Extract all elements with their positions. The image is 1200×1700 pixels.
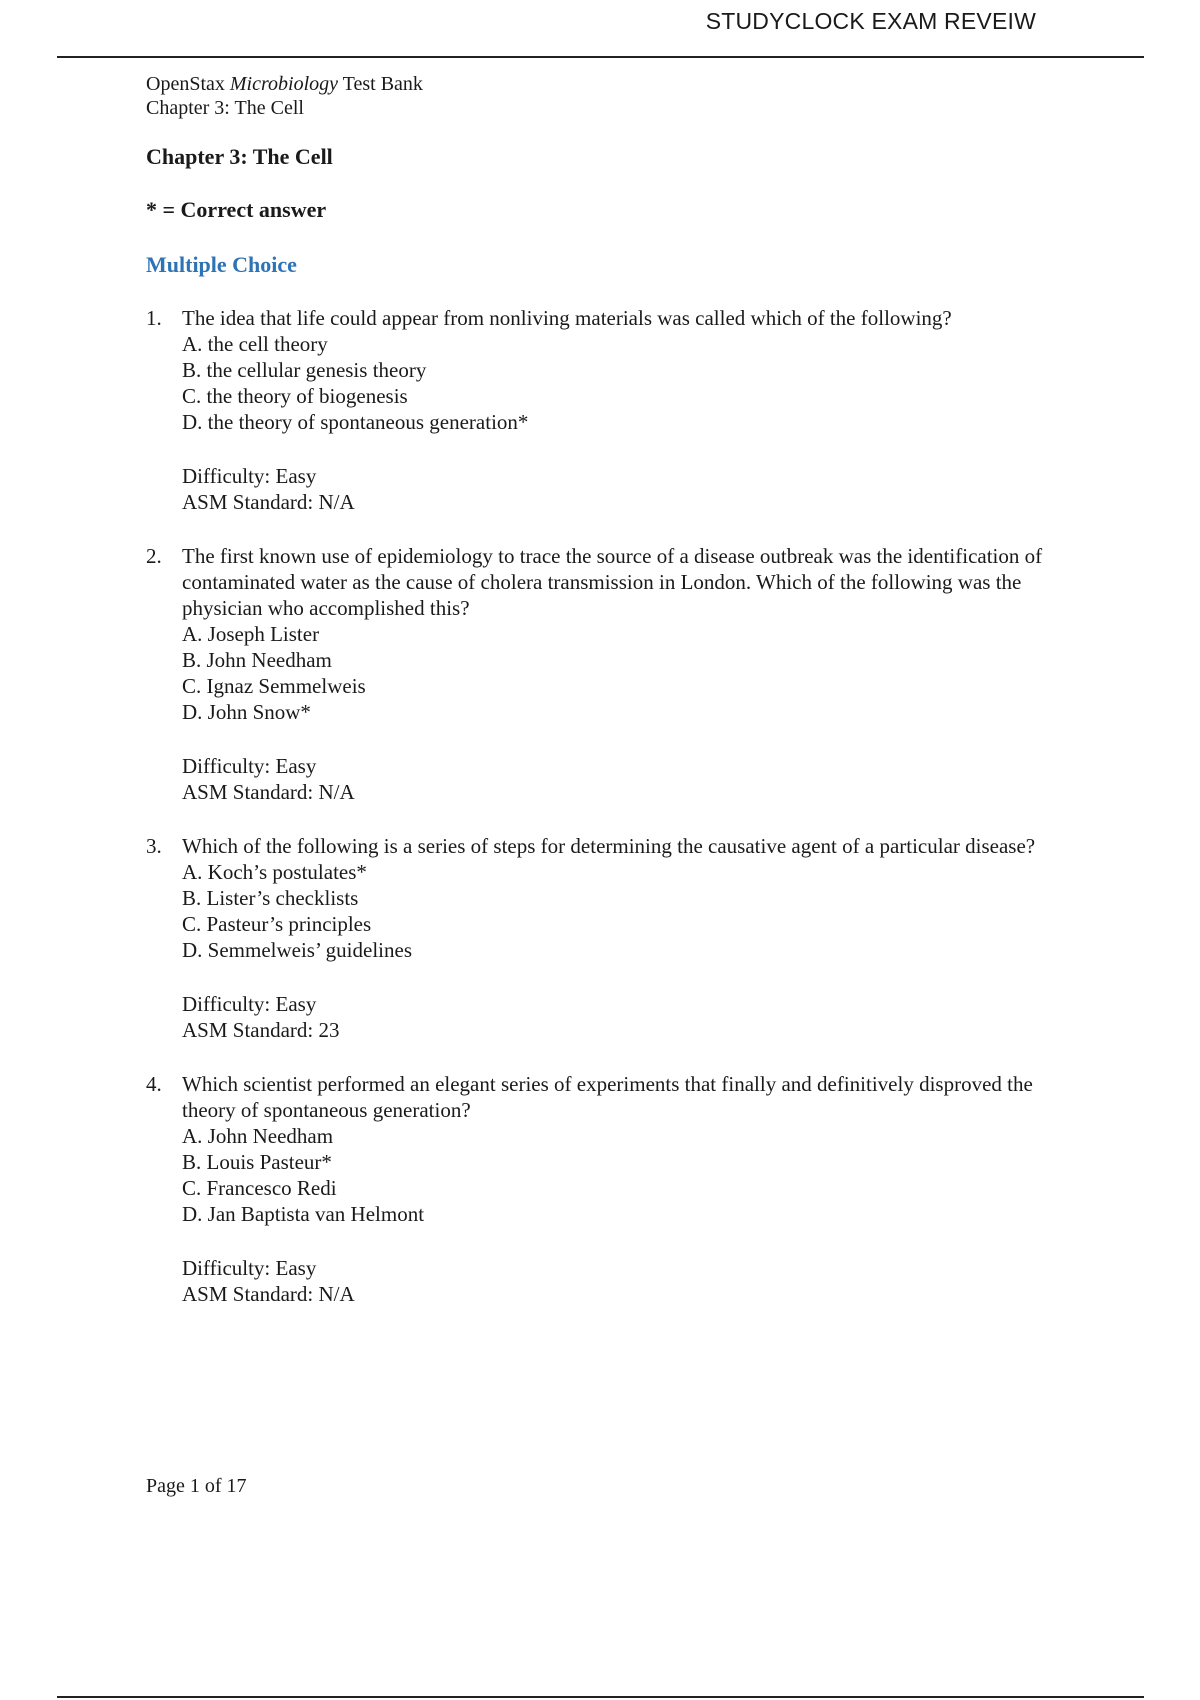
running-header-prefix: OpenStax bbox=[146, 73, 230, 95]
question-item bbox=[146, 543, 1086, 805]
answer-key-note: * = Correct answer bbox=[146, 197, 327, 222]
answer-option: D. Semmelweis’ guidelines bbox=[182, 938, 412, 962]
answer-option: B. John Needham bbox=[182, 648, 332, 672]
asm-standard-label: ASM Standard: 23 bbox=[182, 1018, 340, 1042]
question-number: 2. bbox=[146, 544, 162, 568]
footer-divider bbox=[57, 1696, 1144, 1698]
difficulty-label: Difficulty: Easy bbox=[182, 754, 317, 778]
question-item bbox=[146, 1071, 1086, 1307]
running-header-book-title: Microbiology bbox=[229, 73, 339, 95]
section-title: Multiple Choice bbox=[146, 252, 297, 277]
running-header-suffix: Test Bank bbox=[338, 73, 423, 95]
question-number: 4. bbox=[146, 1072, 162, 1096]
answer-option: C. Pasteur’s principles bbox=[182, 912, 372, 936]
answer-option: C. Ignaz Semmelweis bbox=[182, 674, 366, 698]
question-list bbox=[146, 305, 1086, 1307]
answer-option: D. Jan Baptista van Helmont bbox=[182, 1202, 425, 1226]
answer-option: B. Lister’s checklists bbox=[182, 886, 359, 910]
question-text: The first known use of epidemiology to trace the source of a disease outbreak was the identification of contaminated water as the cause of cholera transmission in London. Which of the following was the physician who accomplished this? bbox=[182, 544, 1043, 620]
question-item bbox=[146, 833, 1086, 1043]
answer-option: A. Joseph Lister bbox=[182, 622, 320, 646]
asm-standard-label: ASM Standard: N/A bbox=[182, 1282, 355, 1306]
question-item bbox=[146, 305, 1086, 515]
answer-option: C. Francesco Redi bbox=[182, 1176, 337, 1200]
page-footer: Page 1 of 17 bbox=[146, 1475, 247, 1497]
asm-standard-label: ASM Standard: N/A bbox=[182, 490, 355, 514]
answer-option: C. the theory of biogenesis bbox=[182, 384, 408, 408]
chapter-title: Chapter 3: The Cell bbox=[146, 144, 333, 169]
watermark-header: STUDYCLOCK EXAM REVEIW bbox=[705, 8, 1036, 34]
difficulty-label: Difficulty: Easy bbox=[182, 1256, 317, 1280]
running-header-line-1 bbox=[146, 72, 1086, 96]
answer-option: D. John Snow* bbox=[182, 700, 311, 724]
answer-option: B. Louis Pasteur* bbox=[182, 1150, 332, 1174]
question-number: 1. bbox=[146, 306, 162, 330]
question-text: Which scientist performed an elegant series of experiments that finally and definitively disproved the theory of spontaneous generation? bbox=[182, 1072, 1033, 1122]
answer-option: A. the cell theory bbox=[182, 332, 328, 356]
difficulty-label: Difficulty: Easy bbox=[182, 992, 317, 1016]
asm-standard-label: ASM Standard: N/A bbox=[182, 780, 355, 804]
answer-option: A. John Needham bbox=[182, 1124, 334, 1148]
question-number: 3. bbox=[146, 834, 162, 858]
header-divider bbox=[57, 56, 1144, 58]
answer-option: D. the theory of spontaneous generation* bbox=[182, 410, 529, 434]
question-text: The idea that life could appear from nonliving materials was called which of the following? bbox=[182, 306, 952, 330]
running-header-line-2: Chapter 3: The Cell bbox=[146, 97, 304, 119]
answer-option: B. the cellular genesis theory bbox=[182, 358, 427, 382]
answer-option: A. Koch’s postulates* bbox=[182, 860, 367, 884]
question-text: Which of the following is a series of steps for determining the causative agent of a particular disease? bbox=[182, 834, 1036, 858]
document-page bbox=[146, 72, 1086, 1307]
difficulty-label: Difficulty: Easy bbox=[182, 464, 317, 488]
